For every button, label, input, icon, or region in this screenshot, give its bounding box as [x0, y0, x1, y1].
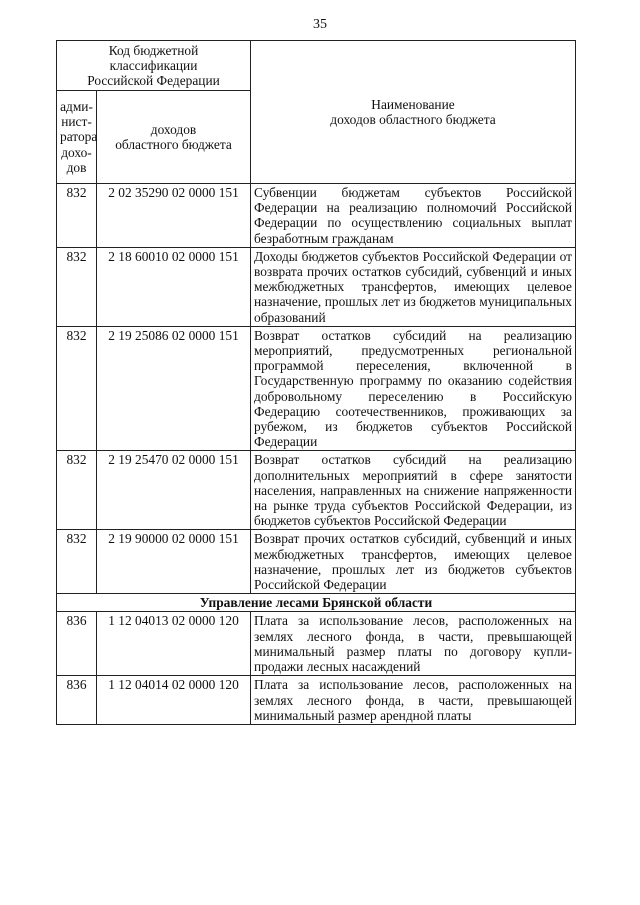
revenue-code-cell: 1 12 04013 02 0000 120	[97, 612, 251, 676]
revenue-name-cell: Доходы бюджетов субъектов Российской Федерации от возврата прочих остатков субсидий, субвенций и иных межбюджетных трансфертов, имеющих целевое назначение, прошлых лет из бюджетов муниципальных образований	[251, 247, 576, 326]
admin-code-cell: 832	[57, 451, 97, 530]
budget-classification-table	[56, 40, 576, 725]
section-heading-row	[57, 594, 576, 612]
revenue-name-cell: Возврат остатков субсидий на реализацию мероприятий, предусмотренных региональной программой переселения, включенной в Государственную программу по оказанию содействия добровольному переселению в Российскую Федерацию соотечественников, проживающих за рубежом, из бюджетов субъектов Российской Федерации	[251, 326, 576, 451]
admin-code-cell: 836	[57, 612, 97, 676]
section-heading: Управление лесами Брянской области	[57, 594, 576, 612]
table-row	[57, 530, 576, 594]
table-row	[57, 451, 576, 530]
header-revenue-name: Наименование доходов областного бюджета	[251, 41, 576, 184]
table-row	[57, 184, 576, 248]
table-row	[57, 326, 576, 451]
admin-code-cell: 832	[57, 326, 97, 451]
admin-code-cell: 832	[57, 247, 97, 326]
revenue-code-cell: 2 19 25470 02 0000 151	[97, 451, 251, 530]
revenue-code-cell: 2 18 60010 02 0000 151	[97, 247, 251, 326]
page-number: 35	[313, 17, 327, 32]
revenue-code-cell: 1 12 04014 02 0000 120	[97, 676, 251, 725]
admin-code-cell: 836	[57, 676, 97, 725]
header-row-group	[57, 41, 576, 91]
admin-code-cell: 832	[57, 530, 97, 594]
admin-code-cell: 832	[57, 184, 97, 248]
header-revenue-code: доходов областного бюджета	[97, 91, 251, 184]
revenue-code-cell: 2 19 25086 02 0000 151	[97, 326, 251, 451]
header-budget-classification-code: Код бюджетной классификации Российской Федерации	[57, 41, 251, 91]
header-administrator: адми- нист- ратора дохо- дов	[57, 91, 97, 184]
revenue-name-cell: Субвенции бюджетам субъектов Российской Федерации на реализацию полномочий Российской Федерации по осуществлению социальных выплат безработным гражданам	[251, 184, 576, 248]
table-row	[57, 612, 576, 676]
table-row	[57, 676, 576, 725]
revenue-name-cell: Плата за использование лесов, расположенных на землях лесного фонда, в части, превышающей минимальный размер платы по договору купли-продажи лесных насаждений	[251, 612, 576, 676]
revenue-code-cell: 2 02 35290 02 0000 151	[97, 184, 251, 248]
revenue-name-cell: Возврат прочих остатков субсидий, субвенций и иных межбюджетных трансфертов, имеющих целевое назначение, прошлых лет из бюджетов субъектов Российской Федерации	[251, 530, 576, 594]
revenue-name-cell: Плата за использование лесов, расположенных на землях лесного фонда, в части, превышающей минимальный размер арендной платы	[251, 676, 576, 725]
table-row	[57, 247, 576, 326]
revenue-name-cell: Возврат остатков субсидий на реализацию дополнительных мероприятий в сфере занятости населения, направленных на снижение напряженности на рынке труда субъектов Российской Федерации, из бюджетов субъектов Российской Федерации	[251, 451, 576, 530]
revenue-code-cell: 2 19 90000 02 0000 151	[97, 530, 251, 594]
